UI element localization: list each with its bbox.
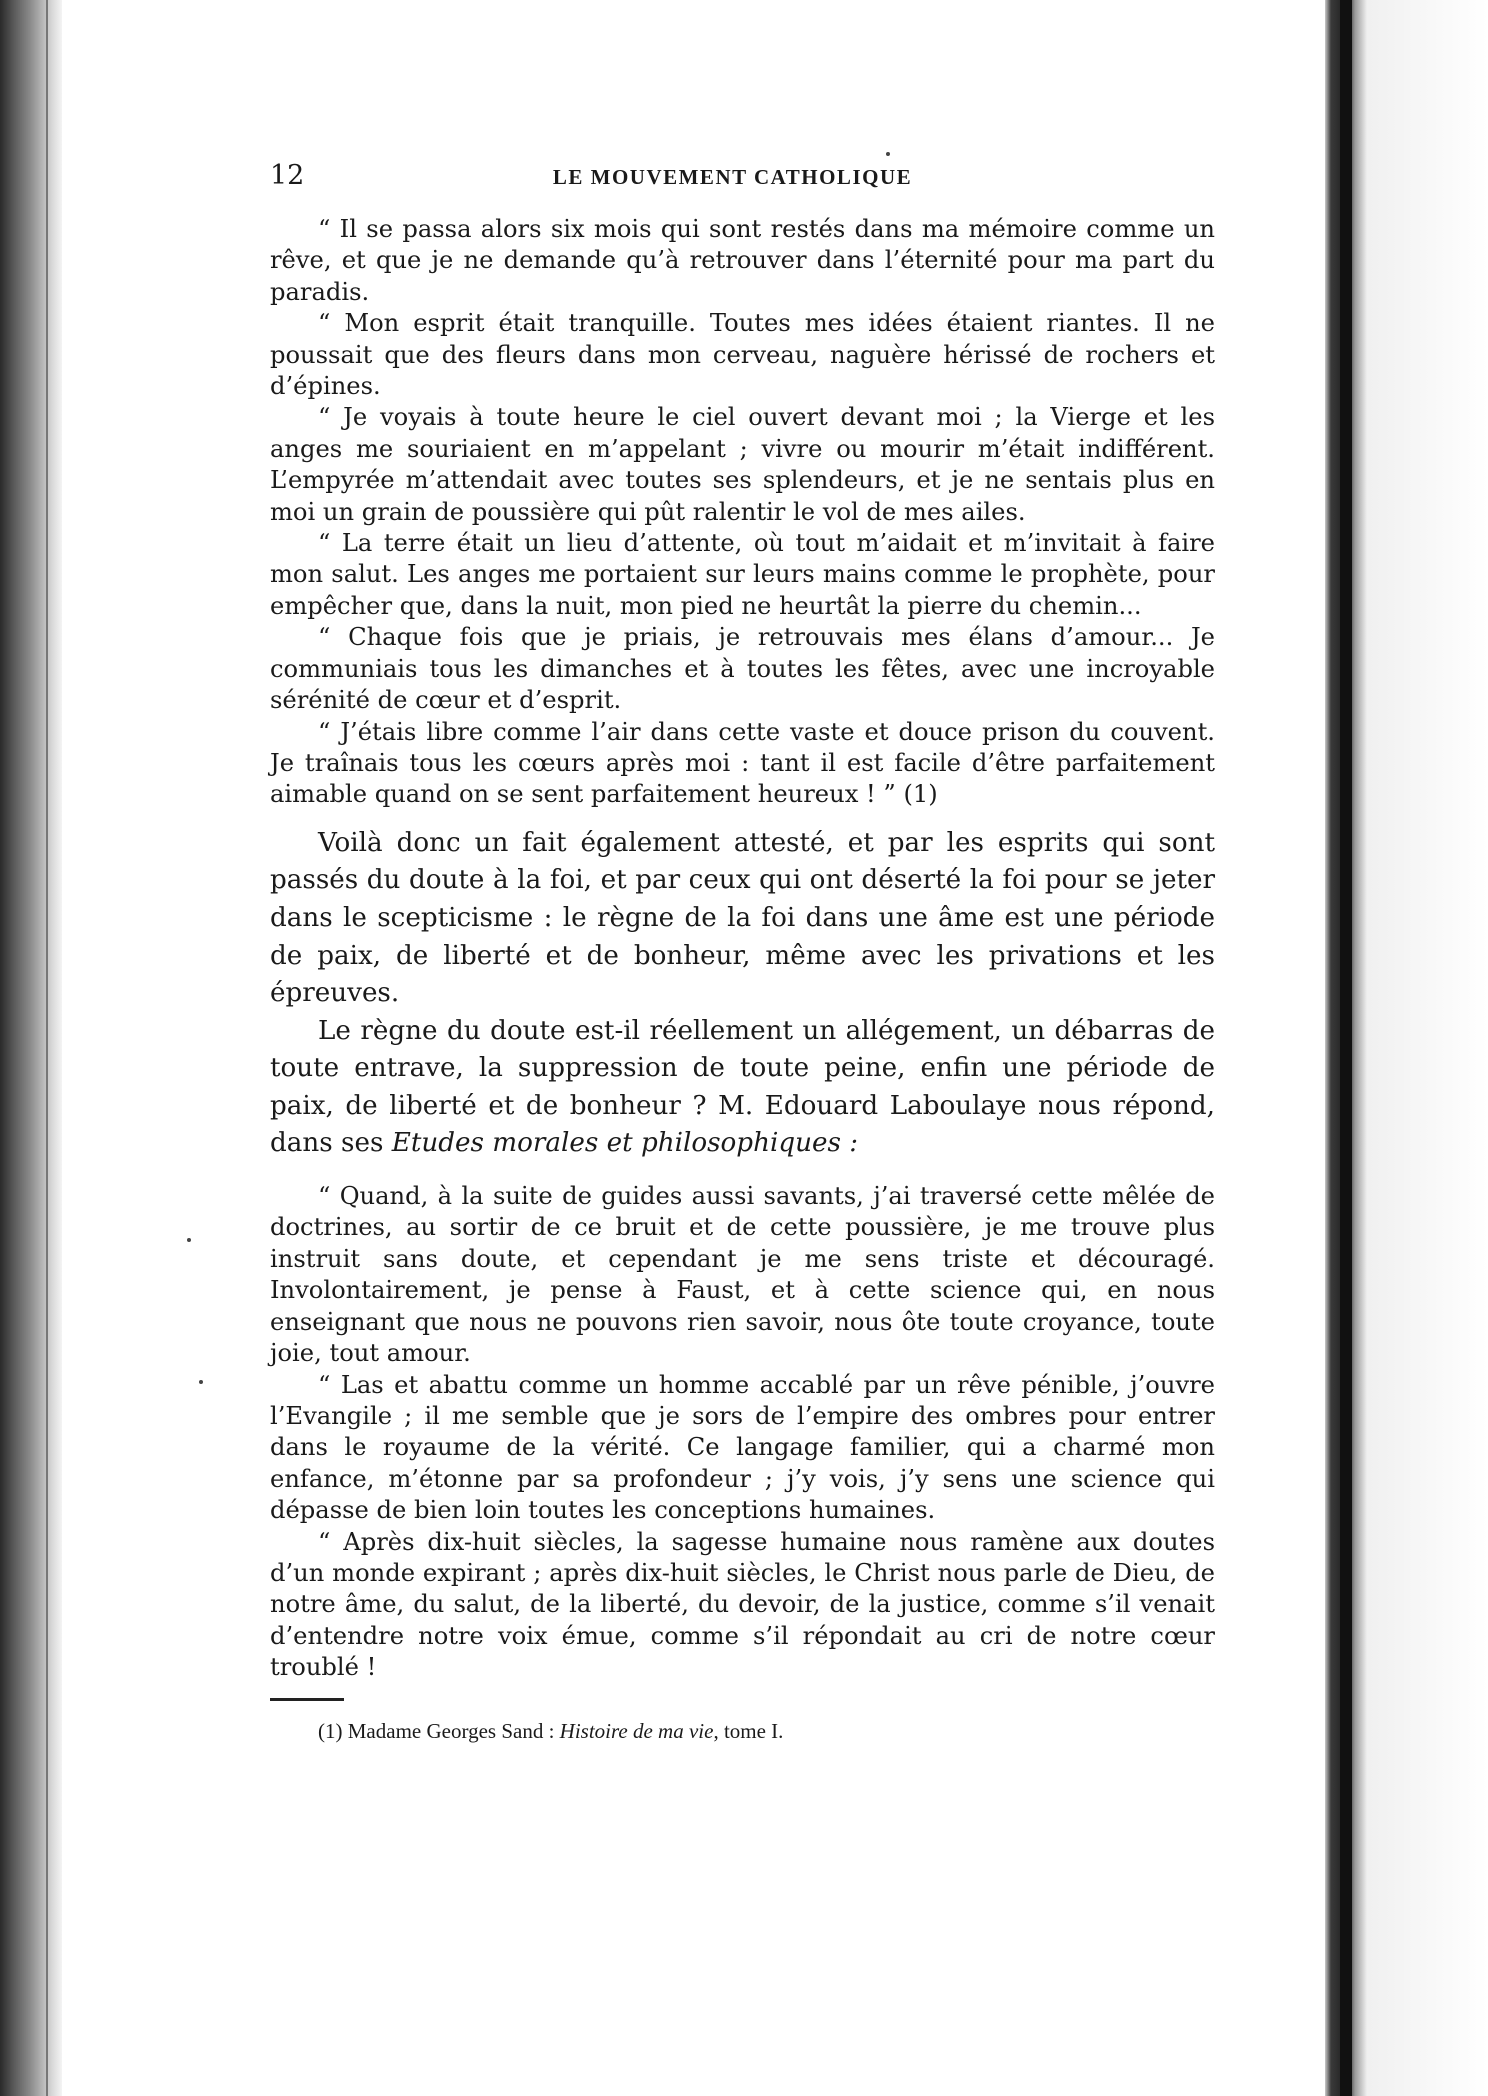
footnote-marker: (1) [318, 1718, 343, 1743]
quote-paragraph: “ Quand, à la suite de guides aussi savants, j’ai traversé cette mêlée de doctrines, au sortir de ce bruit et de cette poussière, je me trouve plus instruit sans doute, et cependant je me sens triste et découragé. Involontairement, je pense à Faust, et à cette science qui, en nous enseignant que nous ne pouvons rien savoir, nous ôte toute croyance, toute joie, tout amour. [270, 1182, 1215, 1368]
quote-paragraph: “ Il se passa alors six mois qui sont restés dans ma mémoire comme un rêve, et que je ne demande qu’à retrouver dans l’éternité pour ma part du paradis. [270, 215, 1215, 306]
quote-paragraph: “ Après dix-huit siècles, la sagesse humaine nous ramène aux doutes d’un monde expirant ; après dix-huit siècles, le Christ nous parle de Dieu, de notre âme, du salut, de la liberté, du devoir, de la justice, comme s’il venait d’entendre notre voix émue, comme s’il répondait au cri de notre cœur troublé ! [270, 1527, 1215, 1682]
footnote-author: Madame Georges Sand : [347, 1718, 555, 1743]
body-paragraph-text: Le règne du doute est-il réellement un allégement, un débarras de toute entrave, la suppression de toute peine, enfin une période de paix, de liberté et de bonheur ? M. Edouard Laboulaye nous répond, dans ses [270, 1015, 1215, 1159]
quote-paragraph: “ Je voyais à toute heure le ciel ouvert devant moi ; la Vierge et les anges me souriaient en m’appelant ; vivre ou mourir m’était indifférent. L’empyrée m’attendait avec toutes ses splendeurs, et je ne sentais plus en moi un grain de poussière qui pût ralentir le vol de mes ailes. [270, 403, 1215, 526]
footnote-rule [270, 1698, 344, 1701]
quote-paragraph: “ La terre était un lieu d’attente, où tout m’aidait et m’invitait à faire mon salut. Les anges me portaient sur leurs mains comme le prophète, pour empêcher que, dans la nuit, mon pied ne heurtât la pierre du chemin... [270, 529, 1215, 620]
body-paragraph [270, 1013, 1215, 1163]
scan-left-edge [0, 0, 62, 2096]
cited-work-title: Etudes morales et philosophiques : [391, 1128, 859, 1159]
quotation-laboulaye [270, 1181, 1215, 1684]
ink-speck [199, 1380, 203, 1384]
footnote-work-title: Histoire de ma vie [559, 1718, 714, 1743]
book-page [270, 160, 1215, 1744]
quotation-sand [270, 214, 1215, 811]
page-header [270, 160, 1215, 206]
quote-paragraph: “ Mon esprit était tranquille. Toutes mes idées étaient riantes. Il ne poussait que des fleurs dans mon cerveau, naguère hérissé de rochers et d’épines. [270, 309, 1215, 401]
quote-paragraph: “ Chaque fois que je priais, je retrouvais mes élans d’amour... Je communiais tous les dimanches et à toutes les fêtes, avec une incroyable sérénité de cœur et d’esprit. [270, 623, 1215, 715]
footnote-volume: , tome I. [713, 1718, 784, 1743]
running-title: LE MOUVEMENT CATHOLIQUE [552, 165, 913, 189]
scan-right-binding [1340, 0, 1352, 2096]
body-text [270, 825, 1215, 1163]
footnote [270, 1719, 1215, 1744]
quote-paragraph: “ J’étais libre comme l’air dans cette vaste et douce prison du couvent. Je traînais tous les cœurs après moi : tant il est facile d’être parfaitement aimable quand on se sent parfaitement heureux ! ” (1) [270, 717, 1215, 809]
scan-gutter-line [46, 0, 48, 2096]
quote-paragraph: “ Las et abattu comme un homme accablé par un rêve pénible, j’ouvre l’Evangile ; il me semble que je sors de l’empire des ombres pour entrer dans le royaume de la vérité. Ce langage familier, qui a charmé mon enfance, m’étonne par sa profondeur ; j’y vois, j’y sens une science qui dépasse de bien loin toutes les conceptions humaines. [270, 1370, 1215, 1525]
ink-speck [187, 1238, 191, 1242]
ink-speck [886, 152, 890, 156]
page-number: 12 [270, 160, 305, 191]
body-paragraph: Voilà donc un fait également attesté, et par les esprits qui sont passés du doute à la foi, et par ceux qui ont déserté la foi pour se jeter dans le scepticisme : le règne de la foi dans une âme est une période de paix, de liberté et de bonheur, même avec les privations et les épreuves. [270, 827, 1215, 1009]
